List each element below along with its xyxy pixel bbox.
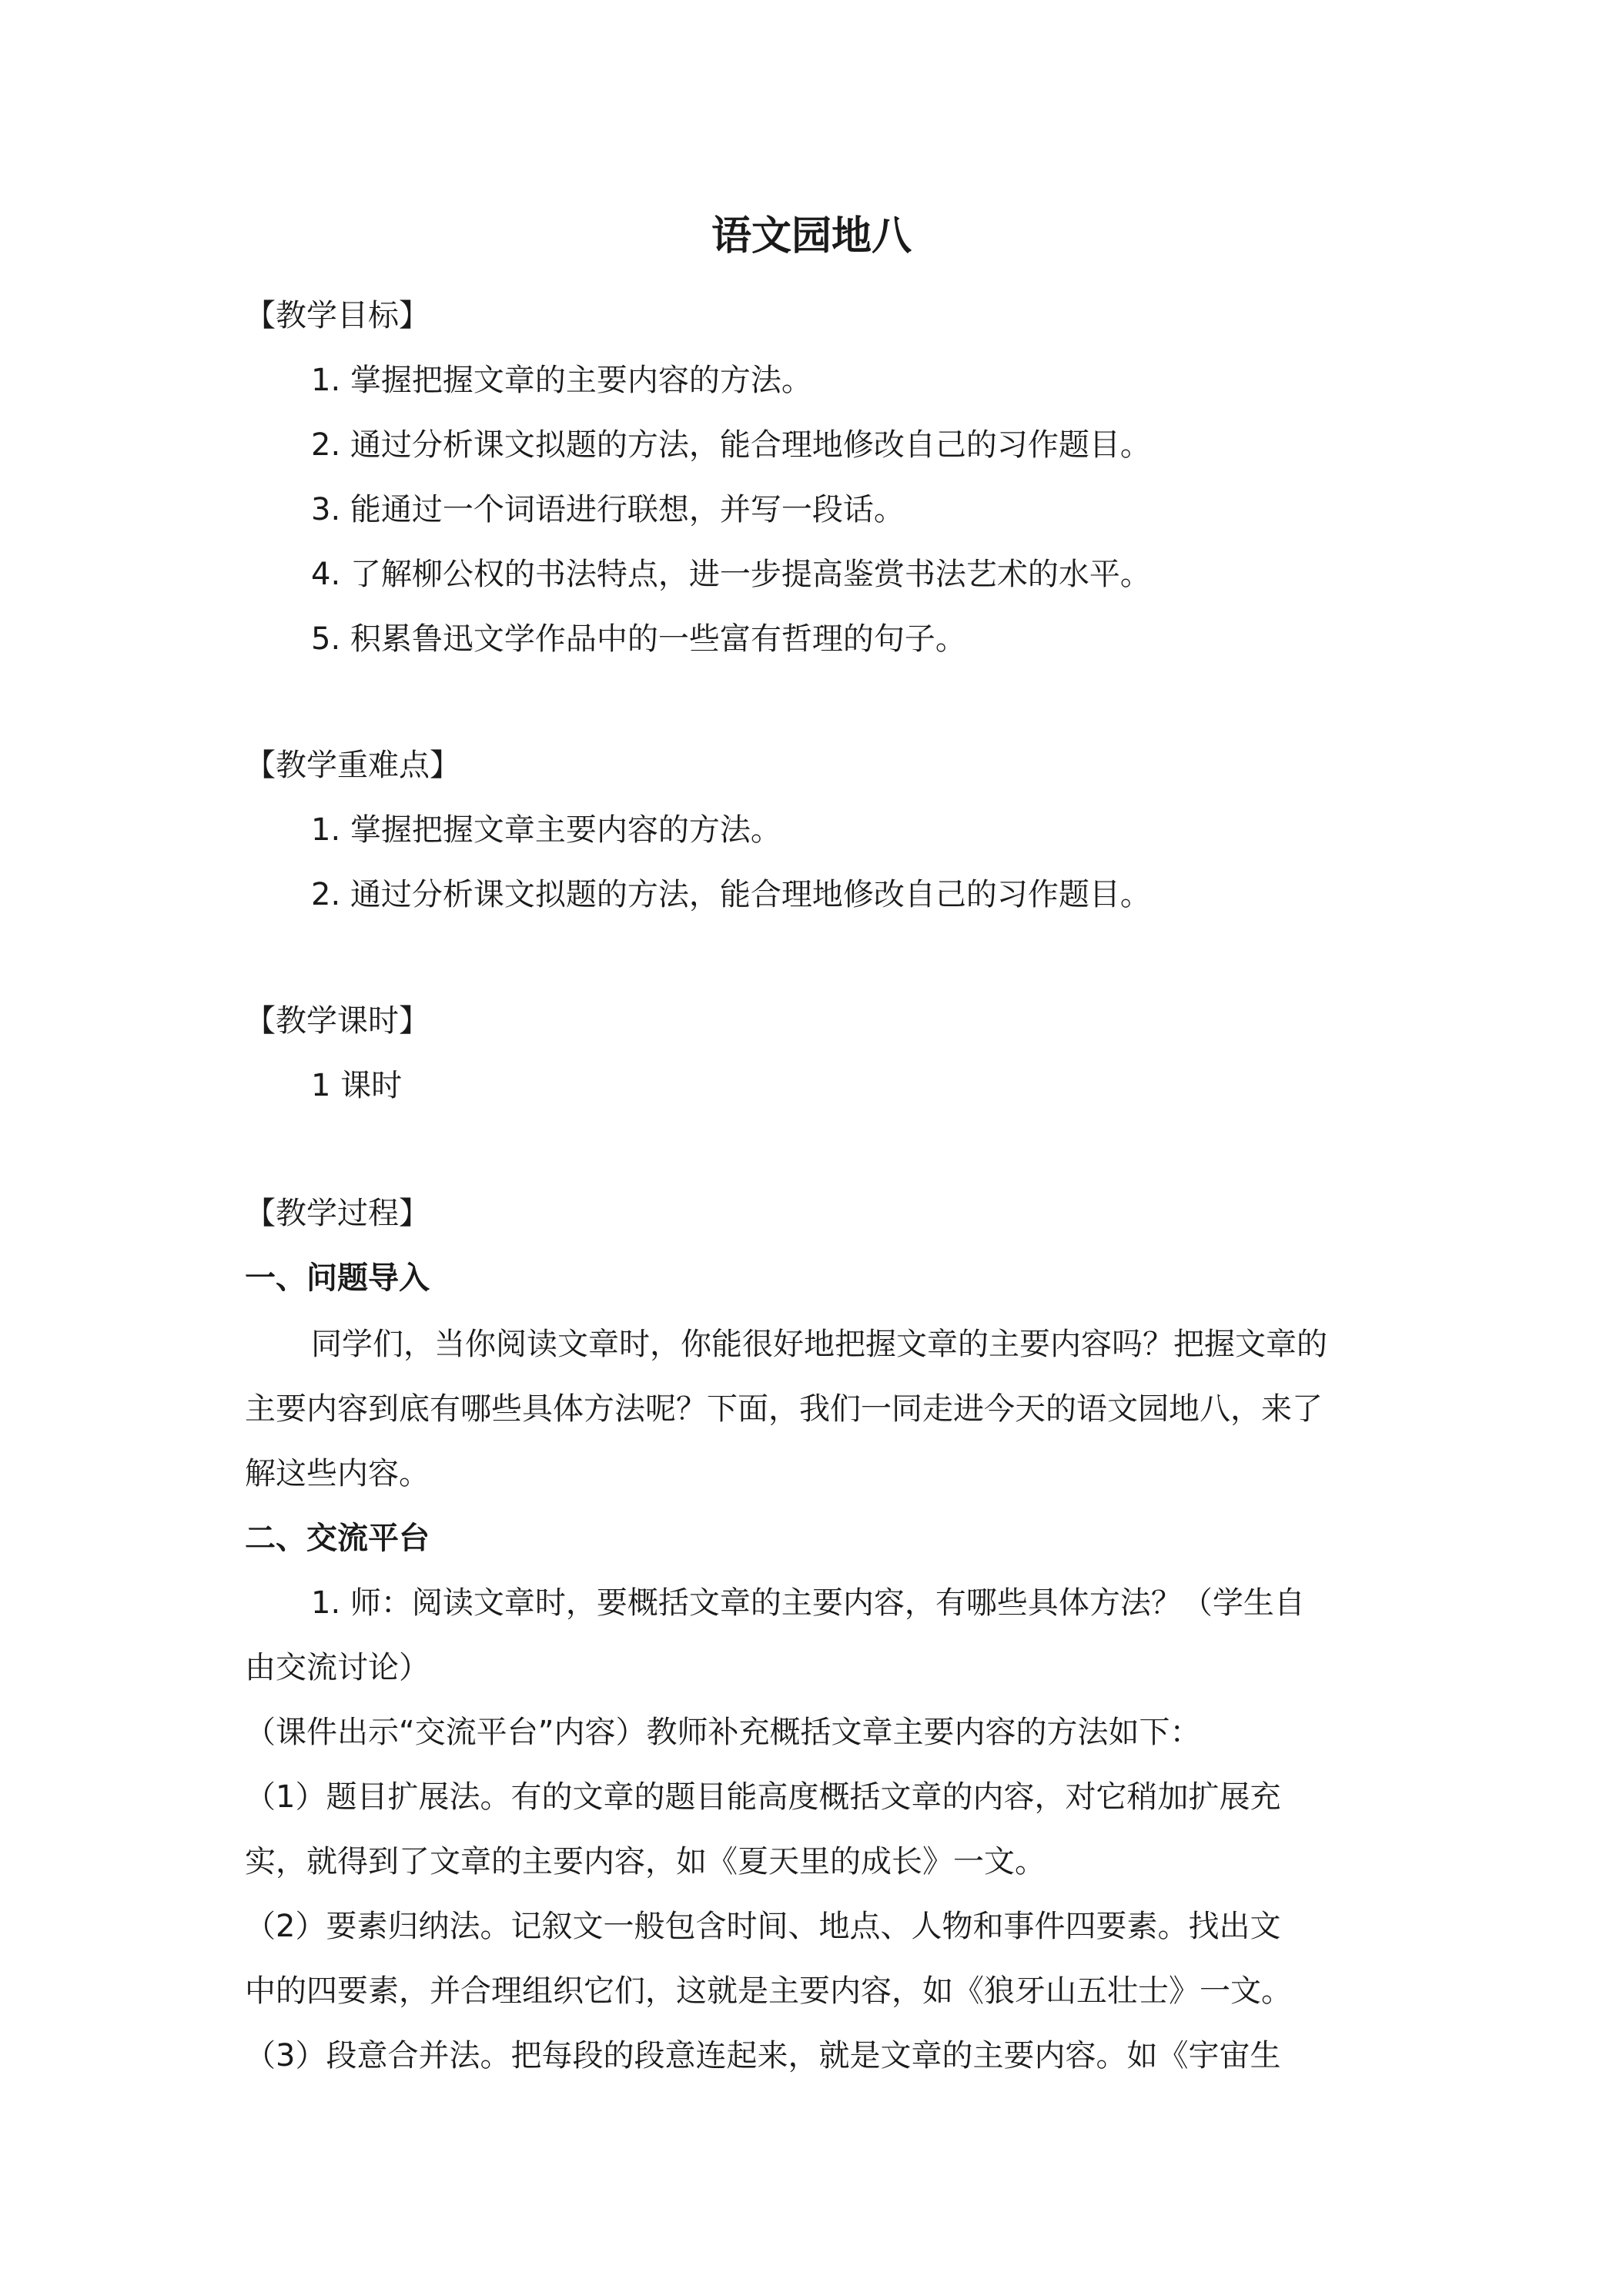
hours-value: 1 课时	[311, 1068, 403, 1103]
objective-item: 1. 掌握把握文章的主要内容的方法。	[311, 363, 812, 398]
hours-heading: 【教学课时】	[245, 1003, 430, 1039]
part2-heading: 二、交流平台	[245, 1521, 430, 1556]
paragraph-line: （课件出示“交流平台”内容）教师补充概括文章主要内容的方法如下：	[245, 1715, 1201, 1750]
objective-item: 4. 了解柳公权的书法特点，进一步提高鉴赏书法艺术的水平。	[311, 557, 1151, 592]
paragraph-line: （1）题目扩展法。有的文章的题目能高度概括文章的内容，对它稍加扩展充	[245, 1779, 1281, 1815]
key-point-item: 1. 掌握把握文章主要内容的方法。	[311, 812, 781, 848]
paragraph-line: 实，就得到了文章的主要内容，如《夏天里的成长》一文。	[245, 1844, 1046, 1879]
key-point-item: 2. 通过分析课文拟题的方法，能合理地修改自己的习作题目。	[311, 877, 1151, 912]
process-heading: 【教学过程】	[245, 1196, 430, 1231]
key-points-heading: 【教学重难点】	[245, 748, 460, 783]
paragraph-line: 1. 师：阅读文章时，要概括文章的主要内容，有哪些具体方法？（学生自	[311, 1585, 1305, 1621]
paragraph-line: （3）段意合并法。把每段的段意连起来，就是文章的主要内容。如《宇宙生	[245, 2038, 1281, 2073]
paragraph-line: 同学们，当你阅读文章时，你能很好地把握文章的主要内容吗？把握文章的	[311, 1327, 1327, 1362]
paragraph-line: 中的四要素，并合理组织它们，这就是主要内容，如《狼牙山五壮士》一文。	[245, 1973, 1292, 2009]
objectives-heading: 【教学目标】	[245, 298, 430, 333]
paragraph-line: （2）要素归纳法。记叙文一般包含时间、地点、人物和事件四要素。找出文	[245, 1909, 1281, 1944]
objective-item: 5. 积累鲁迅文学作品中的一些富有哲理的句子。	[311, 621, 966, 657]
paragraph-line: 解这些内容。	[245, 1456, 430, 1491]
page-title: 语文园地八	[711, 213, 912, 259]
objective-item: 2. 通过分析课文拟题的方法，能合理地修改自己的习作题目。	[311, 427, 1151, 463]
paragraph-line: 由交流讨论）	[245, 1650, 430, 1685]
objective-item: 3. 能通过一个词语进行联想，并写一段话。	[311, 492, 905, 527]
part1-heading: 一、问题导入	[245, 1260, 430, 1296]
paragraph-line: 主要内容到底有哪些具体方法呢？下面，我们一同走进今天的语文园地八，来了	[245, 1391, 1323, 1427]
